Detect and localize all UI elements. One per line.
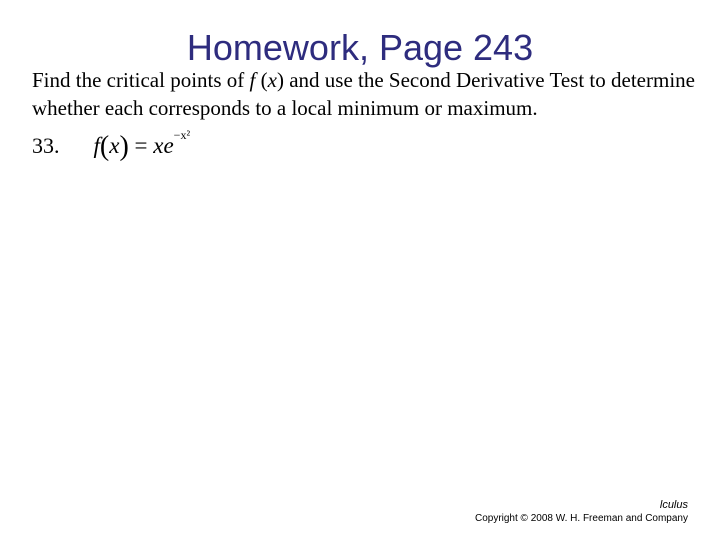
instructions-text-2: ( bbox=[255, 68, 268, 92]
instructions-text-1: Find the critical points of bbox=[32, 68, 250, 92]
function-formula bbox=[94, 128, 191, 163]
formula-exponent: −x² bbox=[173, 128, 191, 142]
formula-rhs: xe bbox=[153, 133, 174, 158]
problem-33 bbox=[32, 128, 190, 160]
slide-footer bbox=[475, 498, 688, 526]
formula-close-paren: ) bbox=[119, 131, 129, 162]
footer-line-1: lculus bbox=[659, 499, 688, 511]
slide-title: Homework, Page 243 bbox=[186, 27, 534, 68]
footer-copyright: Copyright © 2008 W. H. Freeman and Company bbox=[474, 513, 688, 524]
function-name: f bbox=[249, 68, 256, 92]
formula-equals: = bbox=[134, 133, 148, 158]
instructions-text-3: ) and use the Second Derivative Test to determine whether each corresponds to a local minimum or maximum. bbox=[32, 68, 695, 120]
variable-name: x bbox=[267, 68, 277, 92]
formula-f: f bbox=[93, 133, 100, 158]
formula-x: x bbox=[109, 133, 120, 158]
formula-open-paren: ( bbox=[99, 131, 110, 162]
problem-number: 33. bbox=[32, 133, 60, 158]
problem-instructions bbox=[32, 66, 712, 122]
